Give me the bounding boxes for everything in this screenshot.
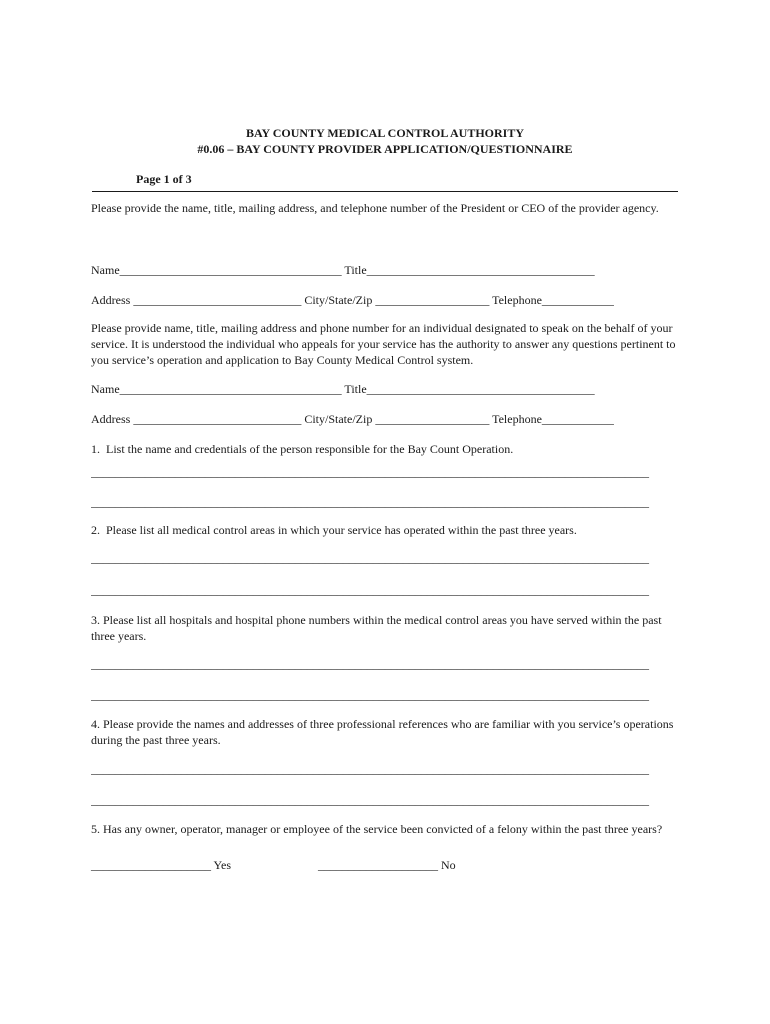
question-2-answer-line[interactable]: _____________________________________________________________________________________________ <box>91 583 649 597</box>
question-4-answer-line[interactable]: _____________________________________________________________________________________________ <box>91 762 649 776</box>
question-2-answer-line[interactable]: _____________________________________________________________________________________________ <box>91 551 649 565</box>
felony-yes-option[interactable]: ____________________ Yes <box>91 858 232 872</box>
question-1-answer-line[interactable]: _____________________________________________________________________________________________ <box>91 465 649 479</box>
question-3-text: 3. Please list all hospitals and hospital phone numbers within the medical control areas you have served within the past three years. <box>91 613 662 643</box>
president-address-field[interactable]: Address ____________________________ City/State/Zip ___________________ Telephone____________ <box>91 293 614 307</box>
designee-name-title-field[interactable]: Name_____________________________________ Title______________________________________ <box>91 382 595 396</box>
felony-no-option[interactable]: ____________________ No <box>318 858 456 872</box>
form-authority-title: BAY COUNTY MEDICAL CONTROL AUTHORITY <box>245 126 525 140</box>
question-1-answer-line[interactable]: _____________________________________________________________________________________________ <box>91 495 649 509</box>
president-instructions: Please provide the name, title, mailing address, and telephone number of the President or CEO of the provider agency. <box>91 201 659 215</box>
designee-address-field[interactable]: Address ____________________________ City/State/Zip ___________________ Telephone____________ <box>91 412 614 426</box>
page-number: Page 1 of 3 <box>136 172 192 186</box>
question-3-answer-line[interactable]: _____________________________________________________________________________________________ <box>91 688 649 702</box>
question-5-text: 5. Has any owner, operator, manager or employee of the service been convicted of a felony within the past three years? <box>91 822 663 836</box>
question-3-answer-line[interactable]: _____________________________________________________________________________________________ <box>91 657 649 671</box>
question-1-text: 1. List the name and credentials of the person responsible for the Bay Count Operation. <box>91 442 514 456</box>
form-title: #0.06 – BAY COUNTY PROVIDER APPLICATION/QUESTIONNAIRE <box>197 142 573 156</box>
president-name-title-field[interactable]: Name_____________________________________ Title______________________________________ <box>91 263 595 277</box>
question-4-text: 4. Please provide the names and addresses of three professional references who are familiar with you service’s operations during the past three years. <box>91 717 674 747</box>
designee-instructions: Please provide name, title, mailing address and phone number for an individual designated to speak on the behalf of your service. It is understood the individual who appeals for your service has the authority to answer any questions pertinent to you service’s operation and application to Bay County Medical Control system. <box>91 321 676 367</box>
question-4-answer-line[interactable]: _____________________________________________________________________________________________ <box>91 793 649 807</box>
header-divider <box>92 191 678 192</box>
question-2-text: 2. Please list all medical control areas in which your service has operated within the past three years. <box>91 523 577 537</box>
